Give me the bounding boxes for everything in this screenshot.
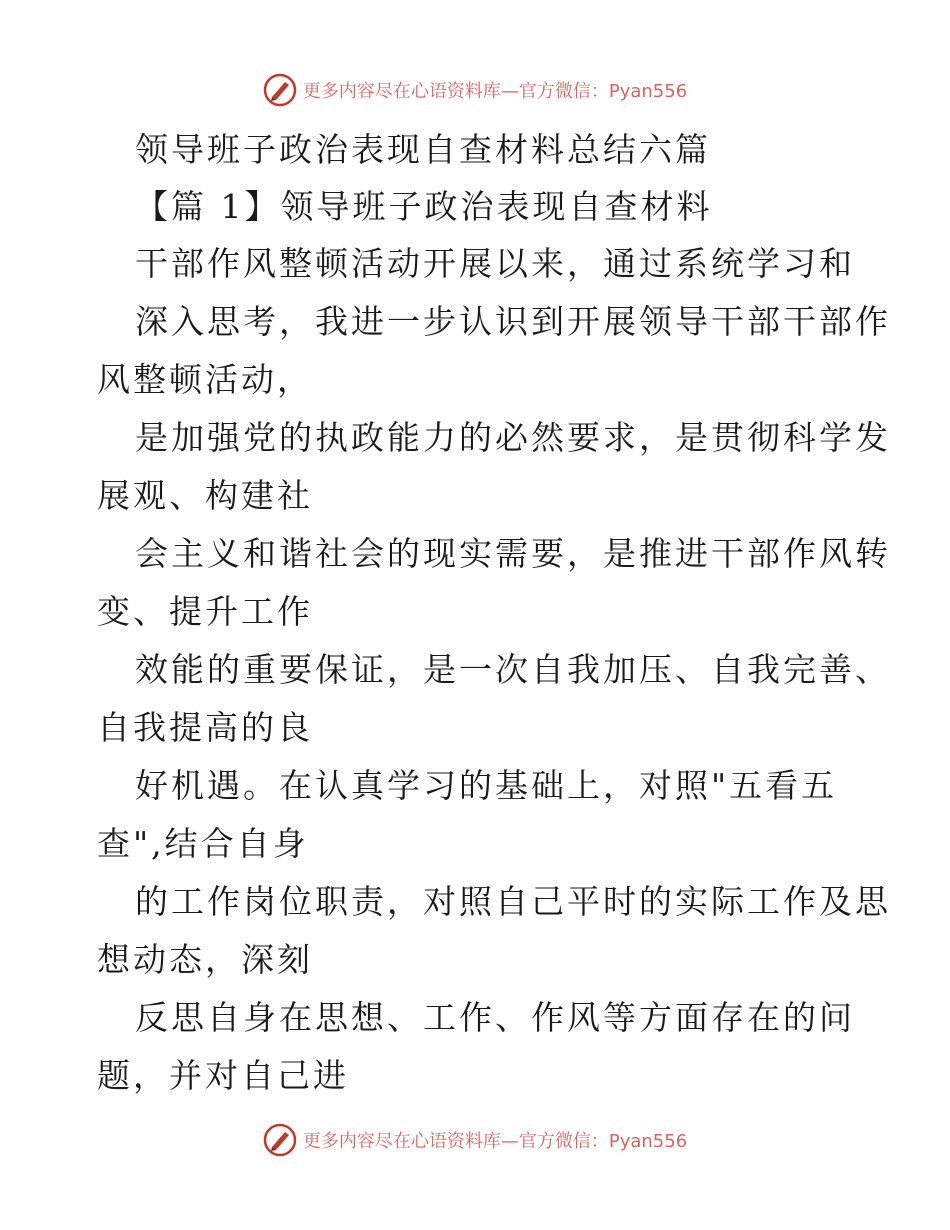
section-heading: 【篇 1】领导班子政治表现自查材料 (135, 187, 713, 226)
paragraph-line: 的工作岗位职责，对照自己平时的实际工作及思 (135, 882, 891, 921)
paragraph-line: 查",结合自身 (97, 824, 309, 863)
paragraph-line: 会主义和谐社会的现实需要，是推进干部作风转 (135, 534, 891, 573)
paragraph-line: 干部作风整顿活动开展以来，通过系统学习和 (135, 244, 855, 283)
paragraph-line: 反思自身在思想、工作、作风等方面存在的问 (135, 998, 855, 1037)
paragraph-line: 想动态，深刻 (97, 940, 313, 979)
document-title: 领导班子政治表现自查材料总结六篇 (135, 130, 711, 169)
paragraph-line: 展观、构建社 (97, 476, 313, 515)
paragraph-line: 变、提升工作 (97, 592, 313, 631)
watermark-text: 更多内容尽在心语资料库—官方微信：Pyan556 (302, 81, 688, 102)
paragraph-line: 效能的重要保证，是一次自我加压、自我完善、 (135, 650, 891, 689)
pen-logo-icon (263, 73, 297, 107)
watermark-text: 更多内容尽在心语资料库—官方微信：Pyan556 (302, 1131, 688, 1152)
footer-watermark (0, 1120, 950, 1160)
paragraph-line: 风整顿活动， (97, 360, 313, 399)
pen-logo-icon (263, 1123, 297, 1157)
paragraph-line: 深入思考，我进一步认识到开展领导干部干部作 (135, 302, 891, 341)
header-watermark (0, 70, 950, 110)
paragraph-line: 题，并对自己进 (97, 1056, 349, 1095)
paragraph-line: 自我提高的良 (97, 708, 313, 747)
paragraph-line: 是加强党的执政能力的必然要求，是贯彻科学发 (135, 418, 891, 457)
paragraph-line: 好机遇。在认真学习的基础上，对照"五看五 (135, 766, 838, 805)
